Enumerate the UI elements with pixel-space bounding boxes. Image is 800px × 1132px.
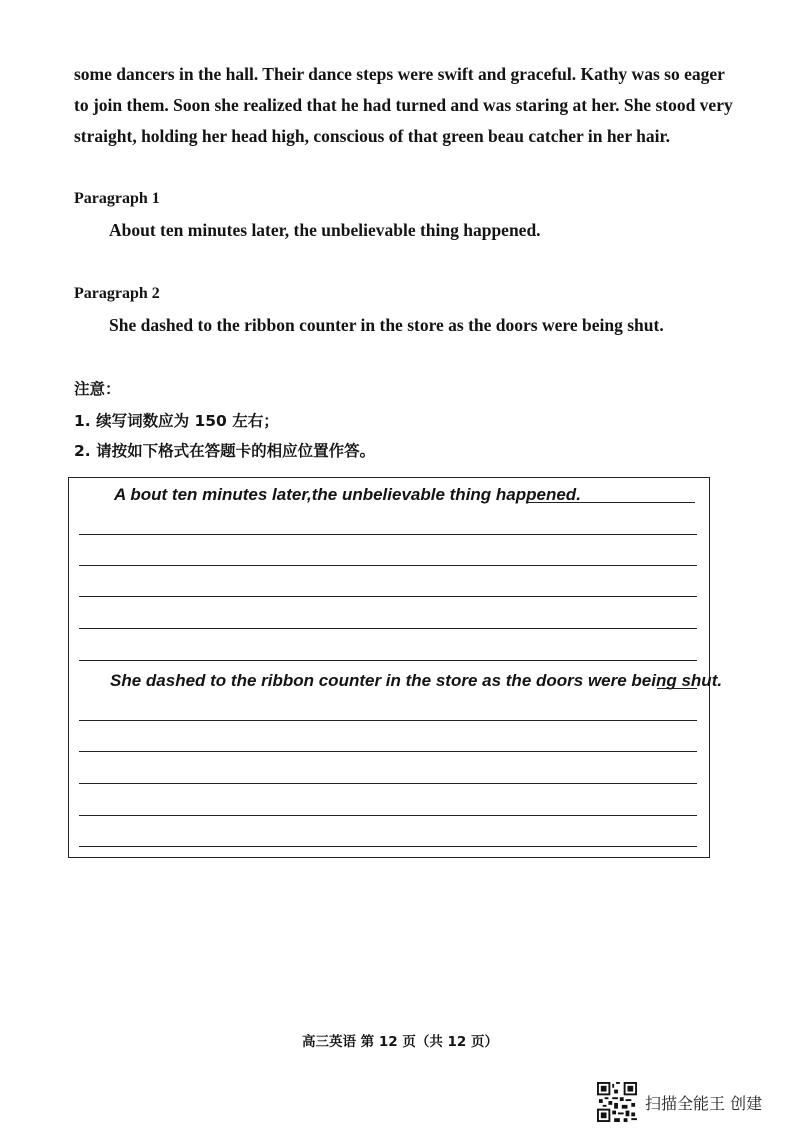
writing-rule — [79, 846, 697, 847]
paragraph1-sentence: About ten minutes later, the unbelievable thing happened. — [109, 220, 541, 240]
writing-rule — [79, 783, 697, 784]
writing-rule — [79, 660, 697, 661]
notes-title: 注意： — [74, 380, 121, 398]
answer-box-first-sentence: A bout ten minutes later,the unbelievable thing happened. — [114, 485, 581, 504]
writing-rule — [79, 534, 697, 535]
scanner-watermark — [597, 1082, 762, 1122]
paragraph1-label: Paragraph 1 — [74, 190, 160, 207]
notes-item-1: 1. 续写词数应为 150 左右； — [74, 412, 279, 430]
writing-rule — [79, 720, 697, 721]
writing-rule — [79, 815, 697, 816]
passage-line-3: straight, holding her head high, conscious of that green beau catcher in her hair. — [74, 126, 671, 146]
writing-rule-inline-1 — [528, 502, 695, 503]
writing-rule-inline-2 — [657, 688, 697, 689]
watermark-text: 扫描全能王 创建 — [645, 1093, 763, 1113]
answer-box-second-sentence: She dashed to the ribbon counter in the store as the doors were being shut. — [110, 671, 723, 690]
passage-line-2: to join them. Soon she realized that he had turned and was staring at her. She stood very — [74, 95, 733, 115]
passage-line-1: some dancers in the hall. Their dance steps were swift and graceful. Kathy was so eager — [74, 64, 725, 84]
writing-rule — [79, 596, 697, 597]
paragraph2-label: Paragraph 2 — [74, 285, 160, 302]
qr-code-icon — [597, 1082, 637, 1122]
notes-item-2: 2. 请按如下格式在答题卡的相应位置作答。 — [74, 442, 376, 460]
writing-rule — [79, 751, 697, 752]
writing-rule — [79, 628, 697, 629]
paragraph2-sentence: She dashed to the ribbon counter in the store as the doors were being shut. — [109, 315, 664, 335]
writing-rule — [79, 565, 697, 566]
page-footer: 高三英语 第 12 页（共 12 页） — [301, 1034, 499, 1050]
